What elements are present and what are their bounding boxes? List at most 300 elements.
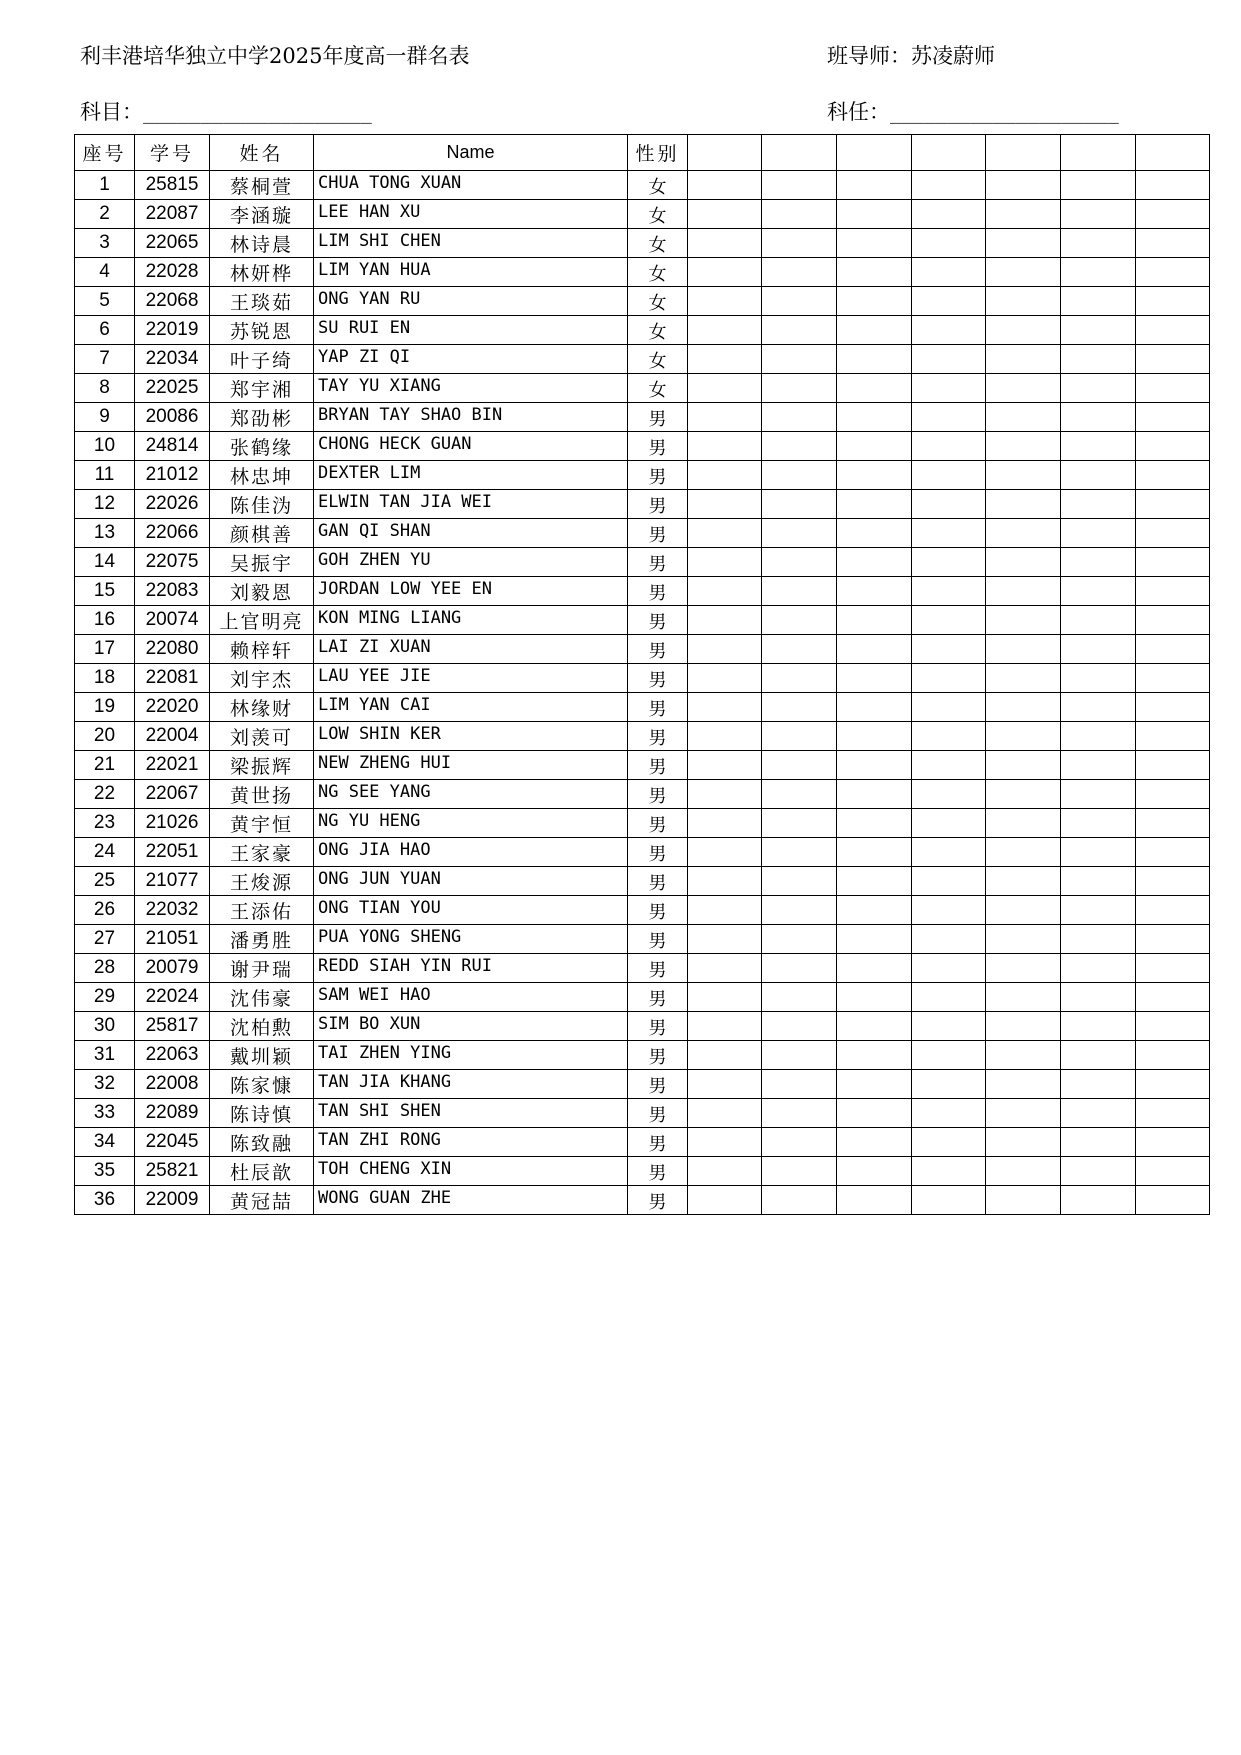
blank-cell[interactable]	[1136, 1041, 1210, 1070]
student-id-cell: 22020	[135, 693, 210, 722]
blank-cell[interactable]	[762, 374, 837, 403]
blank-cell[interactable]	[1136, 287, 1210, 316]
blank-cell[interactable]	[762, 751, 837, 780]
blank-cell[interactable]	[762, 983, 837, 1012]
blank-cell[interactable]	[837, 374, 912, 403]
blank-cell[interactable]	[1061, 316, 1136, 345]
blank-cell[interactable]	[1136, 1186, 1210, 1215]
seat-cell: 33	[75, 1099, 135, 1128]
blank-cell[interactable]	[1136, 548, 1210, 577]
student-id-cell: 22089	[135, 1099, 210, 1128]
blank-cell[interactable]	[912, 548, 986, 577]
blank-cell[interactable]	[1136, 809, 1210, 838]
blank-cell[interactable]	[762, 432, 837, 461]
blank-cell[interactable]	[688, 316, 762, 345]
blank-cell[interactable]	[762, 780, 837, 809]
blank-cell[interactable]	[837, 316, 912, 345]
blank-cell[interactable]	[1061, 229, 1136, 258]
blank-cell[interactable]	[1061, 1128, 1136, 1157]
blank-cell[interactable]	[1061, 664, 1136, 693]
blank-cell[interactable]	[837, 548, 912, 577]
blank-cell[interactable]	[688, 403, 762, 432]
table-row	[75, 1041, 1210, 1070]
header-blank	[688, 135, 762, 171]
blank-cell[interactable]	[986, 229, 1061, 258]
blank-cell[interactable]	[1061, 896, 1136, 925]
seat-cell: 8	[75, 374, 135, 403]
blank-cell[interactable]	[986, 519, 1061, 548]
blank-cell[interactable]	[837, 896, 912, 925]
blank-cell[interactable]	[837, 751, 912, 780]
blank-cell[interactable]	[837, 490, 912, 519]
blank-cell[interactable]	[912, 519, 986, 548]
blank-cell[interactable]	[837, 867, 912, 896]
blank-cell[interactable]	[986, 751, 1061, 780]
blank-cell[interactable]	[837, 1041, 912, 1070]
blank-cell[interactable]	[986, 1012, 1061, 1041]
blank-cell[interactable]	[1061, 838, 1136, 867]
seat-cell: 22	[75, 780, 135, 809]
blank-cell[interactable]	[688, 171, 762, 200]
blank-cell[interactable]	[688, 635, 762, 664]
blank-cell[interactable]	[1061, 461, 1136, 490]
blank-cell[interactable]	[1136, 461, 1210, 490]
blank-cell[interactable]	[912, 1157, 986, 1186]
blank-cell[interactable]	[1061, 519, 1136, 548]
blank-cell[interactable]	[1061, 374, 1136, 403]
name-cell: GOH ZHEN YU	[314, 548, 628, 577]
blank-cell[interactable]	[1136, 606, 1210, 635]
blank-cell[interactable]	[837, 635, 912, 664]
blank-cell[interactable]	[762, 519, 837, 548]
name-cell: TAY YU XIANG	[314, 374, 628, 403]
student-id-cell: 22087	[135, 200, 210, 229]
blank-cell[interactable]	[986, 838, 1061, 867]
seat-cell: 30	[75, 1012, 135, 1041]
blank-cell[interactable]	[986, 345, 1061, 374]
blank-cell[interactable]	[688, 258, 762, 287]
blank-cell[interactable]	[1136, 432, 1210, 461]
blank-cell[interactable]	[1136, 954, 1210, 983]
blank-cell[interactable]	[762, 345, 837, 374]
blank-cell[interactable]	[912, 983, 986, 1012]
chinese-name-cell: 潘勇胜	[210, 925, 314, 954]
blank-cell[interactable]	[1136, 1012, 1210, 1041]
blank-cell[interactable]	[762, 635, 837, 664]
blank-cell[interactable]	[1136, 1128, 1210, 1157]
blank-cell[interactable]	[912, 1099, 986, 1128]
blank-cell[interactable]	[1061, 635, 1136, 664]
blank-cell[interactable]	[688, 954, 762, 983]
blank-cell[interactable]	[688, 925, 762, 954]
blank-cell[interactable]	[837, 1157, 912, 1186]
blank-cell[interactable]	[912, 1128, 986, 1157]
blank-cell[interactable]	[837, 1099, 912, 1128]
blank-cell[interactable]	[762, 461, 837, 490]
blank-cell[interactable]	[762, 171, 837, 200]
blank-cell[interactable]	[986, 635, 1061, 664]
blank-cell[interactable]	[837, 693, 912, 722]
blank-cell[interactable]	[1061, 722, 1136, 751]
blank-cell[interactable]	[688, 229, 762, 258]
blank-cell[interactable]	[1136, 316, 1210, 345]
blank-cell[interactable]	[762, 722, 837, 751]
blank-cell[interactable]	[762, 577, 837, 606]
blank-cell[interactable]	[912, 432, 986, 461]
blank-cell[interactable]	[912, 693, 986, 722]
blank-cell[interactable]	[837, 1186, 912, 1215]
blank-cell[interactable]	[762, 229, 837, 258]
blank-cell[interactable]	[1136, 751, 1210, 780]
blank-cell[interactable]	[688, 287, 762, 316]
blank-cell[interactable]	[1136, 403, 1210, 432]
blank-cell[interactable]	[912, 809, 986, 838]
blank-cell[interactable]	[1061, 1157, 1136, 1186]
blank-cell[interactable]	[688, 780, 762, 809]
blank-cell[interactable]	[762, 1070, 837, 1099]
blank-cell[interactable]	[837, 722, 912, 751]
student-id-cell: 20086	[135, 403, 210, 432]
blank-cell[interactable]	[1061, 345, 1136, 374]
blank-cell[interactable]	[986, 1041, 1061, 1070]
blank-cell[interactable]	[1136, 838, 1210, 867]
blank-cell[interactable]	[837, 1012, 912, 1041]
student-id-cell: 25817	[135, 1012, 210, 1041]
blank-cell[interactable]	[1061, 432, 1136, 461]
blank-cell[interactable]	[1061, 780, 1136, 809]
blank-cell[interactable]	[1061, 490, 1136, 519]
blank-cell[interactable]	[986, 780, 1061, 809]
blank-cell[interactable]	[912, 229, 986, 258]
blank-cell[interactable]	[762, 664, 837, 693]
blank-cell[interactable]	[1061, 1041, 1136, 1070]
blank-cell[interactable]	[912, 345, 986, 374]
blank-cell[interactable]	[1061, 1186, 1136, 1215]
blank-cell[interactable]	[837, 606, 912, 635]
blank-cell[interactable]	[1136, 1099, 1210, 1128]
blank-cell[interactable]	[762, 287, 837, 316]
table-row	[75, 577, 1210, 606]
blank-cell[interactable]	[1136, 722, 1210, 751]
blank-cell[interactable]	[688, 664, 762, 693]
blank-cell[interactable]	[837, 258, 912, 287]
blank-cell[interactable]	[912, 287, 986, 316]
blank-cell[interactable]	[837, 838, 912, 867]
blank-cell[interactable]	[837, 1070, 912, 1099]
blank-cell[interactable]	[986, 490, 1061, 519]
blank-cell[interactable]	[1136, 664, 1210, 693]
blank-cell[interactable]	[688, 1012, 762, 1041]
blank-cell[interactable]	[912, 838, 986, 867]
blank-cell[interactable]	[986, 693, 1061, 722]
blank-cell[interactable]	[688, 896, 762, 925]
name-cell: CHONG HECK GUAN	[314, 432, 628, 461]
blank-cell[interactable]	[1136, 896, 1210, 925]
blank-cell[interactable]	[1136, 925, 1210, 954]
blank-cell[interactable]	[837, 983, 912, 1012]
name-cell: ELWIN TAN JIA WEI	[314, 490, 628, 519]
blank-cell[interactable]	[762, 1157, 837, 1186]
blank-cell[interactable]	[986, 722, 1061, 751]
blank-cell[interactable]	[1061, 606, 1136, 635]
blank-cell[interactable]	[912, 867, 986, 896]
blank-cell[interactable]	[912, 780, 986, 809]
gender-cell: 男	[628, 722, 688, 751]
blank-cell[interactable]	[688, 606, 762, 635]
blank-cell[interactable]	[762, 1099, 837, 1128]
blank-cell[interactable]	[762, 838, 837, 867]
blank-cell[interactable]	[912, 896, 986, 925]
blank-cell[interactable]	[912, 606, 986, 635]
blank-cell[interactable]	[837, 171, 912, 200]
blank-cell[interactable]	[1061, 200, 1136, 229]
blank-cell[interactable]	[986, 809, 1061, 838]
blank-cell[interactable]	[1061, 548, 1136, 577]
blank-cell[interactable]	[986, 171, 1061, 200]
blank-cell[interactable]	[1136, 200, 1210, 229]
blank-cell[interactable]	[688, 200, 762, 229]
chinese-name-cell: 刘羡可	[210, 722, 314, 751]
blank-cell[interactable]	[986, 1157, 1061, 1186]
blank-cell[interactable]	[688, 838, 762, 867]
blank-cell[interactable]	[912, 925, 986, 954]
blank-cell[interactable]	[986, 258, 1061, 287]
blank-cell[interactable]	[688, 519, 762, 548]
blank-cell[interactable]	[912, 1186, 986, 1215]
blank-cell[interactable]	[688, 577, 762, 606]
blank-cell[interactable]	[912, 316, 986, 345]
blank-cell[interactable]	[912, 461, 986, 490]
student-id-cell: 25815	[135, 171, 210, 200]
blank-cell[interactable]	[912, 1012, 986, 1041]
blank-cell[interactable]	[837, 1128, 912, 1157]
blank-cell[interactable]	[986, 403, 1061, 432]
blank-cell[interactable]	[1061, 287, 1136, 316]
blank-cell[interactable]	[762, 548, 837, 577]
blank-cell[interactable]	[912, 1070, 986, 1099]
blank-cell[interactable]	[1061, 403, 1136, 432]
blank-cell[interactable]	[1061, 809, 1136, 838]
blank-cell[interactable]	[1061, 1070, 1136, 1099]
blank-cell[interactable]	[688, 1041, 762, 1070]
blank-cell[interactable]	[986, 461, 1061, 490]
blank-cell[interactable]	[762, 316, 837, 345]
blank-cell[interactable]	[986, 1099, 1061, 1128]
blank-cell[interactable]	[912, 635, 986, 664]
subject-teacher-field	[827, 98, 1119, 127]
student-id-cell: 21026	[135, 809, 210, 838]
chinese-name-cell: 王家豪	[210, 838, 314, 867]
blank-cell[interactable]	[912, 171, 986, 200]
blank-cell[interactable]	[837, 345, 912, 374]
blank-cell[interactable]	[912, 722, 986, 751]
blank-cell[interactable]	[837, 229, 912, 258]
table-row	[75, 751, 1210, 780]
blank-cell[interactable]	[1136, 780, 1210, 809]
blank-cell[interactable]	[986, 374, 1061, 403]
blank-cell[interactable]	[762, 693, 837, 722]
table-row	[75, 664, 1210, 693]
blank-cell[interactable]	[986, 1070, 1061, 1099]
blank-cell[interactable]	[912, 954, 986, 983]
header-blank	[837, 135, 912, 171]
gender-cell: 男	[628, 606, 688, 635]
blank-cell[interactable]	[762, 200, 837, 229]
blank-cell[interactable]	[688, 374, 762, 403]
blank-cell[interactable]	[912, 258, 986, 287]
blank-cell[interactable]	[912, 577, 986, 606]
blank-cell[interactable]	[1061, 1099, 1136, 1128]
blank-cell[interactable]	[1061, 925, 1136, 954]
blank-cell[interactable]	[837, 403, 912, 432]
blank-cell[interactable]	[986, 200, 1061, 229]
blank-cell[interactable]	[762, 1012, 837, 1041]
chinese-name-cell: 沈柏勲	[210, 1012, 314, 1041]
name-cell: LIM SHI CHEN	[314, 229, 628, 258]
blank-cell[interactable]	[912, 200, 986, 229]
blank-cell[interactable]	[837, 780, 912, 809]
blank-cell[interactable]	[912, 374, 986, 403]
blank-cell[interactable]	[1136, 345, 1210, 374]
blank-cell[interactable]	[688, 1070, 762, 1099]
blank-cell[interactable]	[688, 1186, 762, 1215]
blank-cell[interactable]	[986, 577, 1061, 606]
blank-cell[interactable]	[688, 751, 762, 780]
blank-cell[interactable]	[762, 954, 837, 983]
blank-cell[interactable]	[688, 432, 762, 461]
blank-cell[interactable]	[986, 664, 1061, 693]
blank-cell[interactable]	[837, 577, 912, 606]
blank-cell[interactable]	[762, 258, 837, 287]
blank-cell[interactable]	[986, 432, 1061, 461]
blank-cell[interactable]	[688, 693, 762, 722]
blank-cell[interactable]	[986, 316, 1061, 345]
blank-cell[interactable]	[986, 954, 1061, 983]
name-cell: TOH CHENG XIN	[314, 1157, 628, 1186]
seat-cell: 20	[75, 722, 135, 751]
blank-cell[interactable]	[1061, 751, 1136, 780]
blank-cell[interactable]	[688, 867, 762, 896]
blank-cell[interactable]	[762, 606, 837, 635]
blank-cell[interactable]	[986, 1186, 1061, 1215]
blank-cell[interactable]	[986, 925, 1061, 954]
blank-cell[interactable]	[1136, 983, 1210, 1012]
blank-cell[interactable]	[762, 896, 837, 925]
blank-cell[interactable]	[1061, 1012, 1136, 1041]
blank-cell[interactable]	[837, 200, 912, 229]
blank-cell[interactable]	[762, 403, 837, 432]
blank-cell[interactable]	[1061, 983, 1136, 1012]
blank-cell[interactable]	[912, 1041, 986, 1070]
blank-cell[interactable]	[837, 432, 912, 461]
chinese-name-cell: 颜棋善	[210, 519, 314, 548]
blank-cell[interactable]	[688, 1099, 762, 1128]
blank-cell[interactable]	[986, 1128, 1061, 1157]
blank-cell[interactable]	[762, 867, 837, 896]
blank-cell[interactable]	[688, 548, 762, 577]
chinese-name-cell: 上官明亮	[210, 606, 314, 635]
blank-cell[interactable]	[1136, 229, 1210, 258]
blank-cell[interactable]	[1136, 635, 1210, 664]
blank-cell[interactable]	[837, 519, 912, 548]
blank-cell[interactable]	[837, 954, 912, 983]
blank-cell[interactable]	[1136, 258, 1210, 287]
blank-cell[interactable]	[912, 403, 986, 432]
blank-cell[interactable]	[1061, 577, 1136, 606]
blank-cell[interactable]	[986, 896, 1061, 925]
blank-cell[interactable]	[688, 983, 762, 1012]
name-cell: BRYAN TAY SHAO BIN	[314, 403, 628, 432]
blank-cell[interactable]	[688, 461, 762, 490]
student-id-cell: 22032	[135, 896, 210, 925]
blank-cell[interactable]	[1136, 1157, 1210, 1186]
blank-cell[interactable]	[762, 925, 837, 954]
blank-cell[interactable]	[762, 1041, 837, 1070]
blank-cell[interactable]	[1061, 258, 1136, 287]
table-row	[75, 867, 1210, 896]
blank-cell[interactable]	[688, 490, 762, 519]
blank-cell[interactable]	[912, 751, 986, 780]
seat-cell: 18	[75, 664, 135, 693]
blank-cell[interactable]	[837, 664, 912, 693]
blank-cell[interactable]	[912, 664, 986, 693]
blank-cell[interactable]	[837, 461, 912, 490]
blank-cell[interactable]	[762, 809, 837, 838]
blank-cell[interactable]	[1136, 374, 1210, 403]
blank-cell[interactable]	[986, 287, 1061, 316]
blank-cell[interactable]	[912, 490, 986, 519]
chinese-name-cell: 陈家慷	[210, 1070, 314, 1099]
blank-cell[interactable]	[1136, 693, 1210, 722]
blank-cell[interactable]	[1136, 490, 1210, 519]
chinese-name-cell: 吴振宇	[210, 548, 314, 577]
blank-cell[interactable]	[762, 1128, 837, 1157]
blank-cell[interactable]	[688, 809, 762, 838]
blank-cell[interactable]	[1136, 1070, 1210, 1099]
blank-cell[interactable]	[1061, 954, 1136, 983]
blank-cell[interactable]	[1061, 867, 1136, 896]
blank-cell[interactable]	[688, 345, 762, 374]
blank-cell[interactable]	[1136, 577, 1210, 606]
blank-cell[interactable]	[688, 1128, 762, 1157]
blank-cell[interactable]	[986, 606, 1061, 635]
blank-cell[interactable]	[986, 983, 1061, 1012]
gender-cell: 男	[628, 1012, 688, 1041]
blank-cell[interactable]	[688, 722, 762, 751]
blank-cell[interactable]	[986, 867, 1061, 896]
blank-cell[interactable]	[837, 809, 912, 838]
blank-cell[interactable]	[1061, 693, 1136, 722]
blank-cell[interactable]	[762, 1186, 837, 1215]
blank-cell[interactable]	[762, 490, 837, 519]
gender-cell: 男	[628, 432, 688, 461]
header-name: Name	[314, 135, 628, 171]
blank-cell[interactable]	[837, 925, 912, 954]
student-id-cell: 22024	[135, 983, 210, 1012]
student-id-cell: 20074	[135, 606, 210, 635]
chinese-name-cell: 蔡桐萱	[210, 171, 314, 200]
blank-cell[interactable]	[1136, 867, 1210, 896]
blank-cell[interactable]	[837, 287, 912, 316]
blank-cell[interactable]	[1136, 171, 1210, 200]
blank-cell[interactable]	[1136, 519, 1210, 548]
chinese-name-cell: 沈伟豪	[210, 983, 314, 1012]
chinese-name-cell: 林忠坤	[210, 461, 314, 490]
blank-cell[interactable]	[986, 548, 1061, 577]
blank-cell[interactable]	[688, 1157, 762, 1186]
blank-cell[interactable]	[1061, 171, 1136, 200]
chinese-name-cell: 谢尹瑞	[210, 954, 314, 983]
